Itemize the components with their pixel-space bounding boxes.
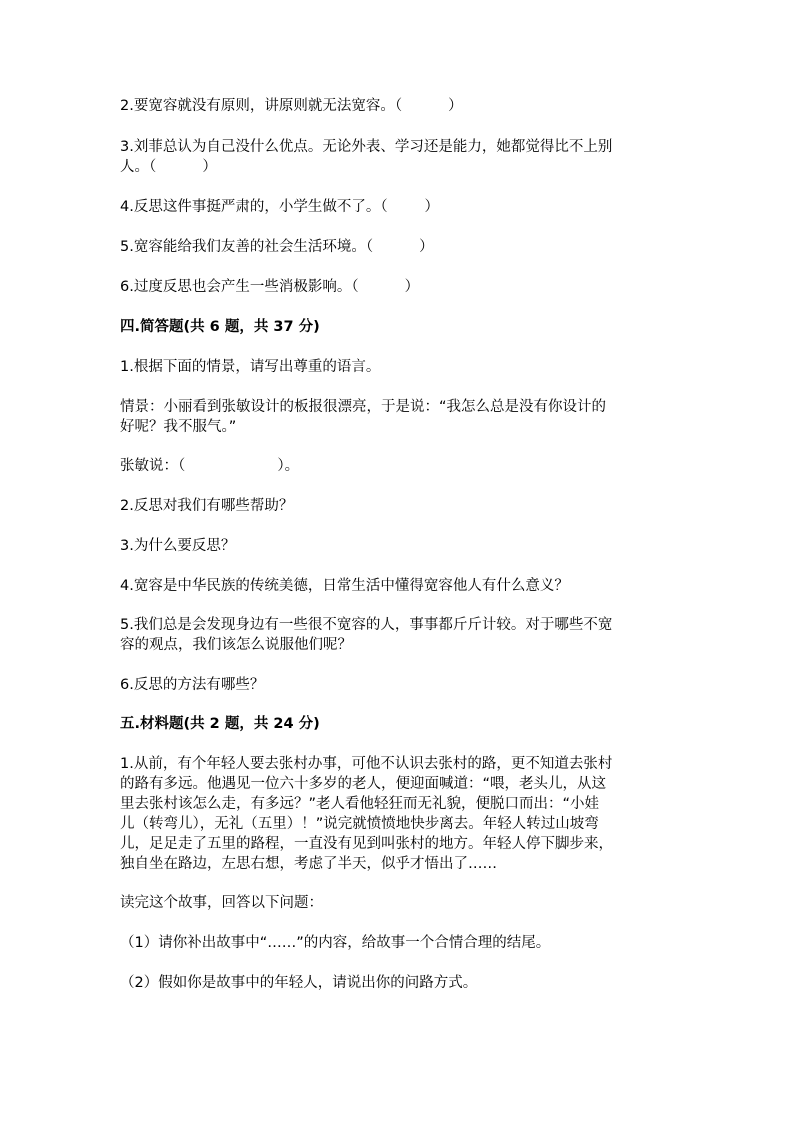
- material-story-line-5: 儿，足足走了五里的路程，一直没有见到叫张村的地方。年轻人停下脚步来，: [120, 836, 613, 852]
- material-story-line-3: 里去张村该怎么走，有多远？”老人看他轻狂而无礼貌，便脱口而出：“小娃: [120, 796, 600, 812]
- short-answer-question-1-scene-line-1: 情景：小丽看到张敏设计的板报很漂亮，于是说：“我怎么总是没有你设计的: [120, 399, 607, 415]
- short-answer-question-1-scene-line-2: 好呢？我不服气。”: [120, 419, 237, 435]
- material-prompt: 读完这个故事，回答以下问题：: [120, 895, 323, 911]
- judgement-question-5: 5.宽容能给我们友善的社会生活环境。（ ）: [120, 239, 434, 255]
- judgement-question-3-line-2: 人。（ ）: [120, 159, 217, 175]
- short-answer-question-6: 6.反思的方法有哪些？: [120, 677, 265, 693]
- material-story-line-1: 1.从前，有个年轻人要去张村办事，可他不认识去张村的路，更不知道去张村: [120, 756, 613, 772]
- judgement-question-4: 4.反思这件事挺严肃的，小学生做不了。（ ）: [120, 199, 439, 215]
- judgement-question-2: 2.要宽容就没有原则，讲原则就无法宽容。（ ）: [120, 98, 463, 114]
- short-answer-question-3: 3.为什么要反思？: [120, 538, 236, 554]
- short-answer-question-4: 4.宽容是中华民族的传统美德，日常生活中懂得宽容他人有什么意义？: [120, 578, 569, 594]
- material-story-line-6: 独自坐在路边，左思右想，考虑了半天，似乎才悟出了……: [120, 856, 497, 872]
- short-answer-question-1: 1.根据下面的情景，请写出尊重的语言。: [120, 359, 381, 375]
- short-answer-question-5-line-1: 5.我们总是会发现身边有一些很不宽容的人，事事都斤斤计较。对于哪些不宽: [120, 617, 613, 633]
- judgement-question-6: 6.过度反思也会产生一些消极影响。（ ）: [120, 279, 420, 295]
- short-answer-question-1-answer: 张敏说：（ ）。: [120, 458, 300, 474]
- short-answer-question-5-line-2: 容的观点，我们该怎么说服他们呢？: [120, 637, 352, 653]
- material-sub-question-1: （1）请你补出故事中“……”的内容，给故事一个合情合理的结尾。: [120, 935, 551, 951]
- short-answer-question-2: 2.反思对我们有哪些帮助？: [120, 498, 294, 514]
- judgement-question-3-line-1: 3.刘菲总认为自己没什么优点。无论外表、学习还是能力，她都觉得比不上别: [120, 139, 613, 155]
- section-4-title: 四.简答题(共 6 题，共 37 分): [120, 319, 320, 335]
- section-5-title: 五.材料题(共 2 题，共 24 分): [120, 716, 320, 732]
- material-story-line-4: 儿（转弯儿），无礼（五里）！”说完就愤愤地快步离去。年轻人转过山坡弯: [120, 816, 599, 832]
- material-sub-question-2: （2）假如你是故事中的年轻人，请说出你的问路方式。: [120, 975, 478, 991]
- material-story-line-2: 的路有多远。他遇见一位六十多岁的老人，便迎面喊道：“喂，老头儿，从这: [120, 776, 607, 792]
